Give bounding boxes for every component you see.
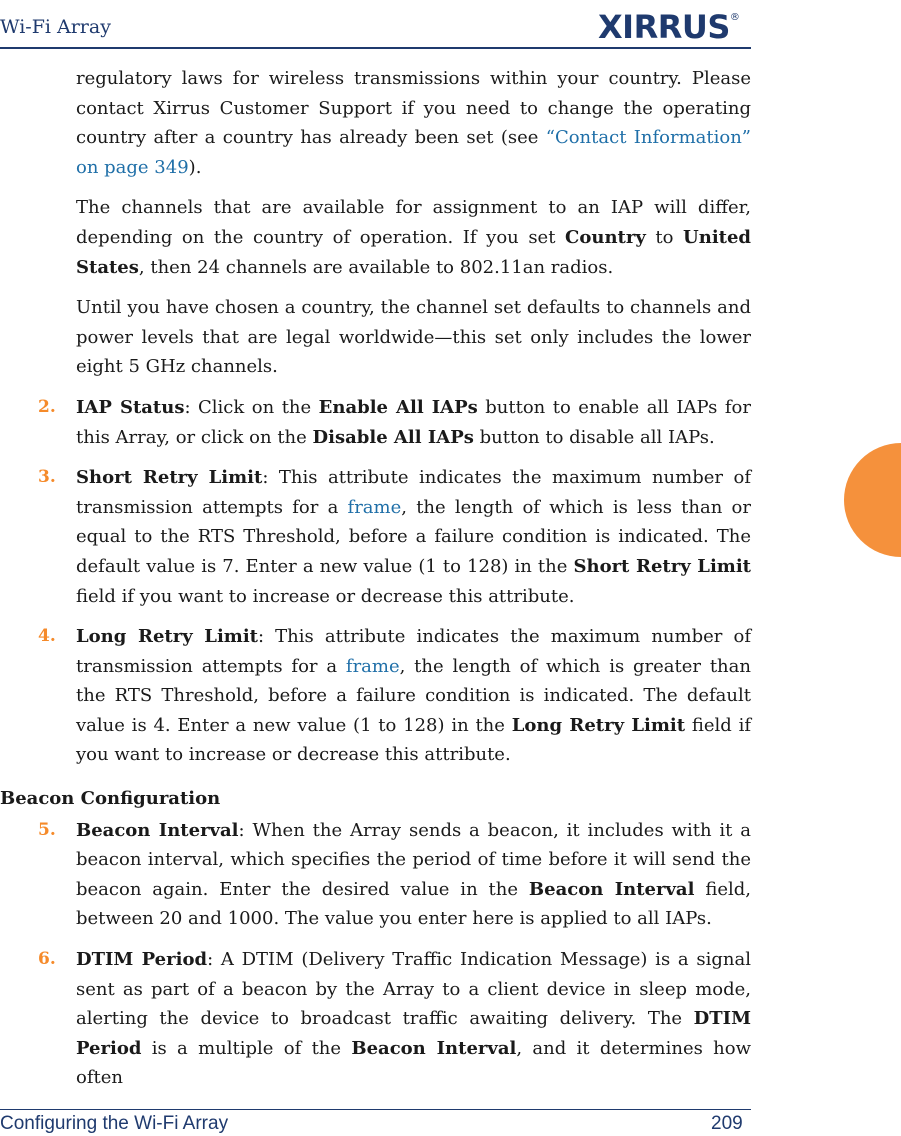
page-number: 209 (711, 1113, 743, 1134)
chapter-tab-marker (844, 443, 901, 557)
list-number: 4. (38, 626, 56, 647)
list-item-dtim-period: 6. DTIM Period: A DTIM (Delivery Traffic Indication Message) is a signal sent as part of a beacon by the Array to a client device in sleep mode, alerting the device to broadcast traffic awaiting delivery. The DTIM Period is a multiple of the Beacon Interval, and it determines how often (76, 945, 751, 1093)
list-item-iap-status: 2. IAP Status: Click on the Enable All IAPs button to enable all IAPs for this Array, or click on the Disable All IAPs button to disable all IAPs. (76, 393, 751, 452)
xirrus-logo (598, 8, 739, 46)
list-number: 6. (38, 949, 56, 970)
list-number: 5. (38, 819, 56, 840)
frame-link[interactable]: frame (345, 655, 400, 677)
running-footer-title: Configuring the Wi-Fi Array (0, 1113, 229, 1134)
list-number: 3. (38, 467, 56, 488)
footer-divider (0, 1109, 751, 1110)
paragraph-channels: The channels that are available for assignment to an IAP will differ, depending on the country of operation. If you set Country to United States, then 24 channels are available to 802.11an radios. (76, 197, 752, 278)
running-header-title: Wi-Fi Array (0, 16, 111, 38)
list-number: 2. (38, 396, 56, 417)
logo-wordmark: XIRRUS (598, 8, 730, 46)
list-item-short-retry-limit: 3. Short Retry Limit: This attribute indicates the maximum number of transmission attempts for a frame, the length of which is less than or equal to the RTS Threshold, before a failure condition is indicated. The default value is 7. Enter a new value (1 to 128) in the Short Retry Limit field if you want to increase or decrease this attribute. (76, 463, 751, 611)
registered-mark: ® (729, 12, 740, 23)
paragraph-regulatory: regulatory laws for wireless transmissions within your country. Please contact Xirrus Customer Support if you need to change the operating country after a country has already been set (see “Contact Information” on page 349). (76, 68, 752, 178)
page-body (0, 64, 752, 1104)
header-divider (0, 47, 751, 49)
section-heading-beacon-configuration: Beacon Configuration (0, 788, 221, 810)
frame-link[interactable]: frame (347, 496, 402, 518)
list-item-long-retry-limit: 4. Long Retry Limit: This attribute indicates the maximum number of transmission attempts for a frame, the length of which is greater than the RTS Threshold, before a failure condition is indicated. The default value is 4. Enter a new value (1 to 128) in the Long Retry Limit field if you want to increase or decrease this attribute. (76, 622, 751, 770)
contact-info-link[interactable]: “Contact Information” on page 349 (76, 127, 752, 178)
list-item-beacon-interval: 5. Beacon Interval: When the Array sends a beacon, it includes with it a beacon interval, which specifies the period of time before it will send the beacon again. Enter the desired value in the Beacon Interval field, between 20 and 1000. The value you enter here is applied to all IAPs. (76, 816, 751, 934)
paragraph-defaults: Until you have chosen a country, the channel set defaults to channels and power levels that are legal worldwide—this set only includes the lower eight 5 GHz channels. (76, 297, 751, 378)
